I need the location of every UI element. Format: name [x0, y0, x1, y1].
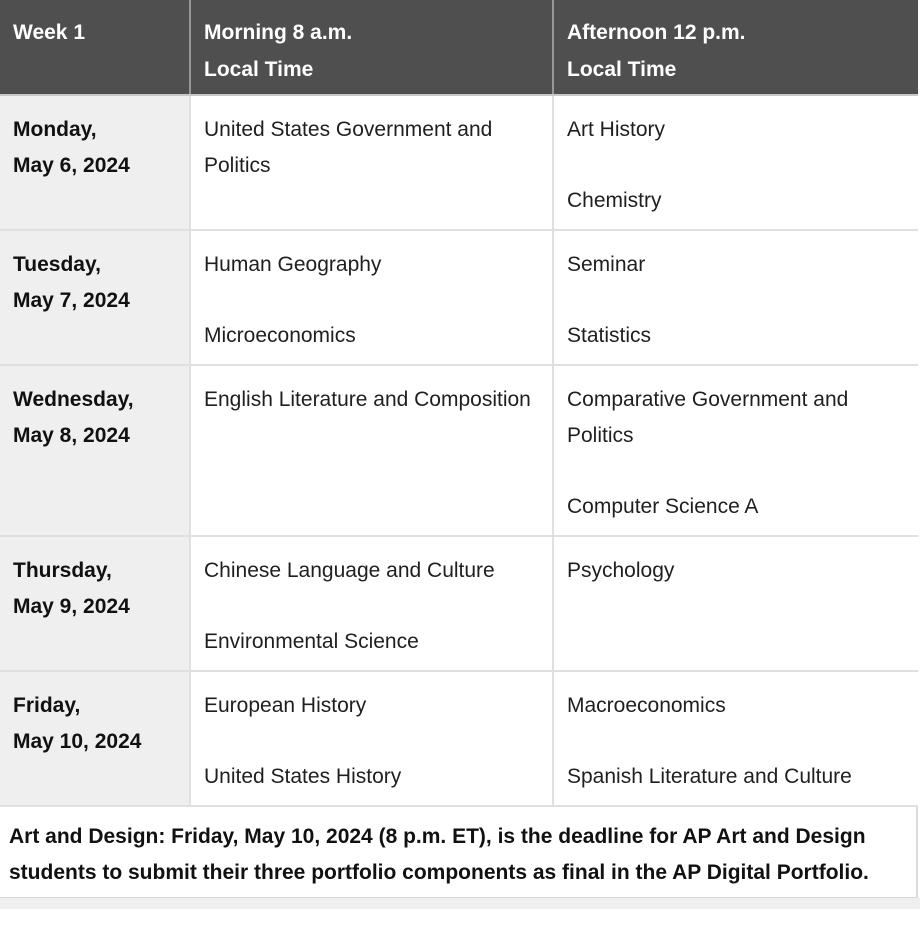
day-name: Wednesday, — [13, 388, 134, 411]
table-header — [0, 0, 918, 95]
header-afternoon-line1: Afternoon 12 p.m. — [567, 21, 746, 44]
table-row-wednesday — [0, 365, 918, 536]
exam-subject: Microeconomics — [204, 324, 356, 347]
morning-cell — [190, 671, 553, 806]
day-date: May 10, 2024 — [13, 730, 142, 753]
exam-subject: United States History — [204, 765, 402, 788]
exam-subject: Spanish Literature and Culture — [567, 765, 852, 788]
header-row — [0, 0, 918, 95]
morning-cell — [190, 95, 553, 230]
day-date: May 6, 2024 — [13, 154, 130, 177]
day-cell — [0, 95, 190, 230]
day-cell — [0, 536, 190, 671]
afternoon-cell — [553, 536, 918, 671]
exam-subject: Computer Science A — [567, 495, 759, 518]
exam-subject: English Literature and Composition — [204, 388, 531, 411]
bottom-strip — [0, 898, 920, 909]
afternoon-cell — [553, 365, 918, 536]
header-morning-cell — [190, 0, 553, 95]
table-row-friday — [0, 671, 918, 806]
day-cell — [0, 230, 190, 365]
table-row-thursday — [0, 536, 918, 671]
exam-subject: Seminar — [567, 253, 646, 276]
exam-subject: Art History — [567, 118, 666, 141]
header-afternoon-line2: Local Time — [567, 58, 677, 81]
day-name: Tuesday, — [13, 253, 101, 276]
day-name: Monday, — [13, 118, 97, 141]
day-date: May 8, 2024 — [13, 424, 130, 447]
day-date: May 7, 2024 — [13, 289, 130, 312]
afternoon-cell — [553, 95, 918, 230]
header-week-cell — [0, 0, 190, 95]
header-morning-line2: Local Time — [204, 58, 314, 81]
exam-subject: United States Government and Politics — [204, 118, 493, 177]
morning-cell — [190, 365, 553, 536]
exam-subject: Comparative Government and Politics — [567, 388, 849, 447]
exam-subject: Chemistry — [567, 189, 662, 212]
exam-subject: Macroeconomics — [567, 694, 726, 717]
exam-subject: Statistics — [567, 324, 652, 347]
morning-cell — [190, 230, 553, 365]
day-name: Friday, — [13, 694, 81, 717]
exam-subject: Environmental Science — [204, 630, 419, 653]
exam-subject: Human Geography — [204, 253, 382, 276]
header-week-label: Week 1 — [13, 21, 85, 44]
afternoon-cell — [553, 230, 918, 365]
day-cell — [0, 671, 190, 806]
exam-subject: Chinese Language and Culture — [204, 559, 495, 582]
header-afternoon-cell — [553, 0, 918, 95]
exam-subject: Psychology — [567, 559, 675, 582]
table-body — [0, 95, 918, 806]
day-cell — [0, 365, 190, 536]
footnote: Art and Design: Friday, May 10, 2024 (8 p.m. ET), is the deadline for AP Art and Design students to submit their three portfolio components as final in the AP Digital Portfolio. — [0, 807, 916, 898]
header-morning-line1: Morning 8 a.m. — [204, 21, 353, 44]
day-name: Thursday, — [13, 559, 112, 582]
morning-cell — [190, 536, 553, 671]
afternoon-cell — [553, 671, 918, 806]
table-row-tuesday — [0, 230, 918, 365]
day-date: May 9, 2024 — [13, 595, 130, 618]
table-row-monday — [0, 95, 918, 230]
exam-subject: European History — [204, 694, 367, 717]
